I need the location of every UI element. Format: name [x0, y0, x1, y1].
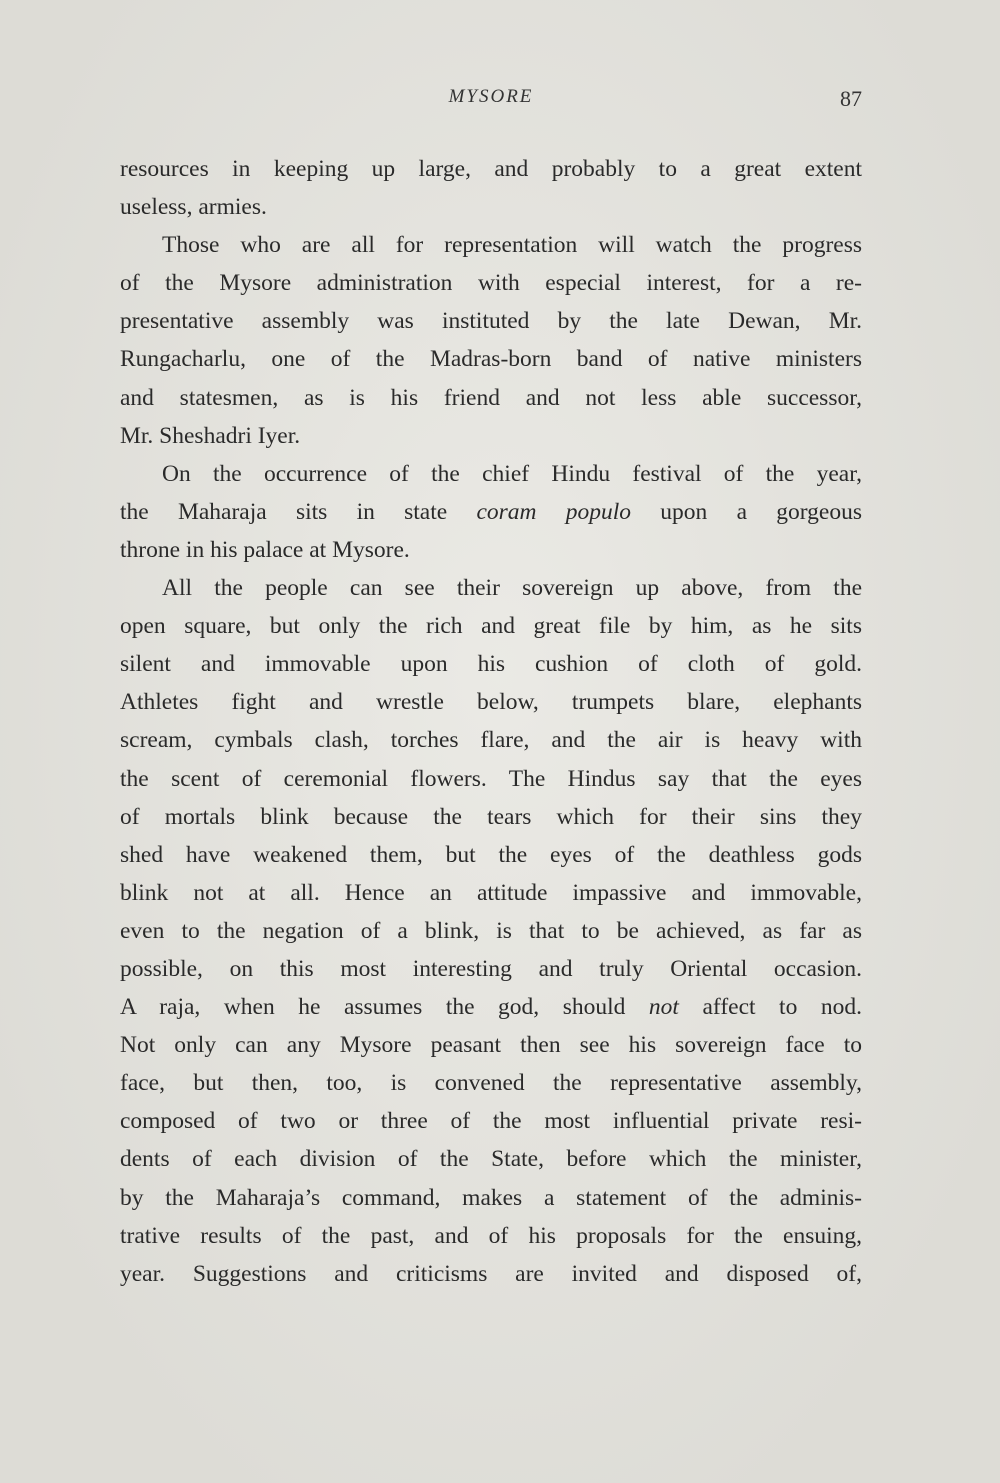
text-segment: the Maharaja sits in state — [120, 498, 477, 525]
text-segment: upon a gorgeous — [631, 498, 862, 525]
italic-phrase: not — [648, 994, 679, 1021]
text-line: year. Suggestions and criticisms are invited and disposed of, — [120, 1260, 862, 1287]
text-line: of the Mysore administration with especial interest, for a re- — [120, 270, 862, 297]
text-line: of mortals blink because the tears which for their sins they — [120, 803, 862, 830]
text-line: by the Maharaja’s command, makes a statement of the adminis- — [120, 1184, 862, 1211]
text-line: composed of two or three of the most influential private resi- — [120, 1108, 862, 1135]
text-line: On the occurrence of the chief Hindu festival of the year, — [162, 460, 862, 487]
text-line: Rungacharlu, one of the Madras-born band of native ministers — [120, 346, 862, 373]
text-line: and statesmen, as is his friend and not less able successor, — [120, 384, 862, 411]
text-line: Not only can any Mysore peasant then see his sovereign face to — [120, 1032, 862, 1059]
text-line: blink not at all. Hence an attitude impassive and immovable, — [120, 879, 862, 906]
text-line: throne in his palace at Mysore. — [120, 536, 410, 563]
text-line: Athletes fight and wrestle below, trumpets blare, elephants — [120, 689, 862, 716]
text-line: Those who are all for representation will watch the progress — [162, 232, 862, 259]
text-line — [120, 988, 862, 1026]
text-line: open square, but only the rich and great file by him, as he sits — [120, 613, 862, 640]
italic-phrase: coram populo — [476, 498, 632, 525]
text-line: possible, on this most interesting and truly Oriental occasion. — [120, 955, 862, 982]
text-segment: A raja, when he assumes the god, should — [120, 994, 649, 1021]
text-line: scream, cymbals clash, torches flare, and the air is heavy with — [120, 727, 862, 754]
text-line: the scent of ceremonial flowers. The Hindus say that the eyes — [120, 765, 862, 792]
text-line: even to the negation of a blink, is that to be achieved, as far as — [120, 917, 862, 944]
text-line: All the people can see their sovereign up above, from the — [162, 575, 862, 602]
text-segment: affect to nod. — [678, 994, 862, 1021]
running-title: MYSORE — [448, 86, 534, 107]
text-line: trative results of the past, and of his proposals for the ensuing, — [120, 1222, 862, 1249]
text-line: silent and immovable upon his cushion of cloth of gold. — [120, 651, 862, 678]
page-number: 87 — [840, 86, 862, 111]
body-text — [120, 150, 862, 1293]
text-line: Mr. Sheshadri Iyer. — [120, 422, 301, 449]
text-line: shed have weakened them, but the eyes of the deathless gods — [120, 841, 862, 868]
text-line — [120, 493, 862, 531]
text-line: face, but then, too, is convened the representative assembly, — [120, 1070, 862, 1097]
text-line: useless, armies. — [120, 194, 267, 221]
text-line: resources in keeping up large, and probably to a great extent — [120, 156, 862, 182]
text-line: dents of each division of the State, before which the minister, — [120, 1146, 862, 1173]
text-line: presentative assembly was instituted by the late Dewan, Mr. — [120, 308, 862, 335]
page-header — [120, 86, 862, 116]
